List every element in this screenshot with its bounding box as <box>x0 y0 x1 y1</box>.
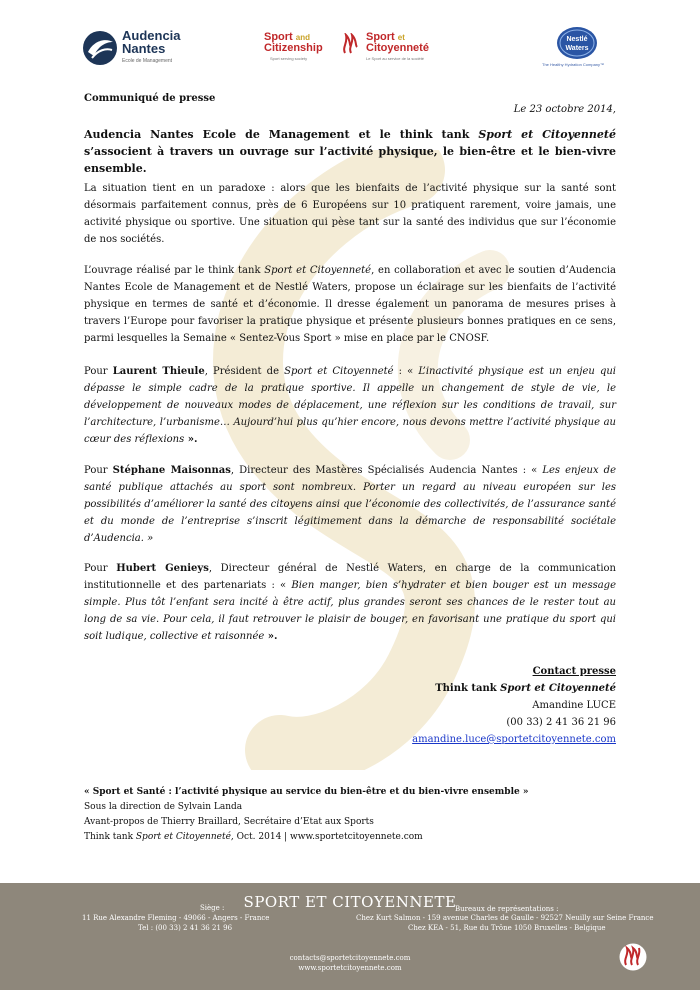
footer-rep-office-paris: Chez Kurt Salmon - 159 avenue Charles de Gaulle - 92527 Neuilly sur Seine France <box>356 914 654 922</box>
headline-org: Sport et Citoyenneté <box>478 128 616 141</box>
p5-name: Hubert Genieys <box>116 563 209 574</box>
audencia-name-line1: Audencia <box>122 28 181 43</box>
sc-fr-line1: Sport <box>366 31 395 43</box>
p3-role: , Président de <box>204 366 285 377</box>
audencia-tagline: Ecole de Management <box>122 58 173 64</box>
footer-contact <box>0 953 700 973</box>
book-pub-prefix: Think tank <box>84 832 136 842</box>
nestle-waters-badge-icon <box>556 26 598 60</box>
p5-quote: Bien manger, bien s’hydrater et bien bouger est un message simple. Plus tôt l’enfant sera incité à être actif, plus grandes seront ses chances de le rester tout au long de sa vie. Pour cela, il faut retrouver le plaisir de bouger, en favorisant une pratique du sport qui soit ludique, collective et raisonnée <box>84 580 616 642</box>
footer-website[interactable]: www.sportetcitoyennete.com <box>298 964 402 972</box>
contact-org-name: Sport et Citoyenneté <box>500 683 616 694</box>
p4-role: , Directeur des Mastères Spécialisés Audencia Nantes : « <box>230 465 543 476</box>
paragraph-quote-maisonnas <box>84 462 616 547</box>
audencia-logo <box>82 28 212 70</box>
p2-part-c: , en collaboration et avec le soutien d’Audencia Nantes Ecole de Management et de Nestlé Waters, propose un éclairage sur les bienfaits de l’activité physique en termes de santé et d’économie. Il dresse également un panorama de mesures prises à travers l’Europe pour favoriser la pratique physique et présente plusieurs bonnes pratiques en ce sens, parmi lesquelles la Semaine « Sentez-Vous Sport » mise en place par le CNOSF. <box>84 265 616 344</box>
sport-citizenship-wordmark <box>264 32 323 53</box>
paragraph-intro: La situation tient en un paradoxe : alors que les bienfaits de l’activité physique sur la santé sont désormais parfaitement connus, près de 6 Européens sur 10 pratiquent rarement, voire jamais, une activité physique ou sportive. Une situation qui pèse tant sur la santé des individus que sur l’économie de nos sociétés. <box>84 183 616 245</box>
nestle-brand: Nestlé <box>566 36 588 43</box>
footer-org-name: SPORT ET CITOYENNETE <box>243 893 457 911</box>
headline-part-c: s’associent à travers un ouvrage sur l’activité physique, le bien-être et le bien-vivre ensemble. <box>84 145 616 175</box>
sc-fr-joiner: et <box>397 33 405 42</box>
headline-part-a: Audencia Nantes Ecole de Management et le think tank <box>84 128 479 141</box>
book-publication <box>84 830 528 845</box>
sc-en-line2: Citizenship <box>264 42 323 54</box>
footer-rep-label: Bureaux de représentations : <box>455 905 559 913</box>
sc-tag-en: Sport serving society <box>270 56 308 61</box>
book-foreword: Avant-propos de Thierry Braillard, Secrétaire d’Etat aux Sports <box>84 817 374 827</box>
p3-close: ». <box>184 434 198 445</box>
p5-pre: Pour <box>84 563 117 574</box>
p2-part-a: L’ouvrage réalisé par le think tank <box>84 265 265 276</box>
nestle-tagline: The Healthy Hydration Company™ <box>542 62 605 67</box>
contact-email-link[interactable]: amandine.luce@sportetcitoyennete.com <box>412 734 616 745</box>
sport-citizenship-logo <box>262 32 438 68</box>
footer-flame-emblem-icon <box>619 943 647 971</box>
sc-tag-fr: Le Sport au service de la société <box>366 56 425 61</box>
p3-org: Sport et Citoyenneté <box>284 366 394 377</box>
contact-org <box>412 680 616 697</box>
book-pub-name: Sport et Citoyenneté <box>135 832 231 842</box>
p4-pre: Pour <box>84 465 113 476</box>
p3-quote: L’inactivité physique est un enjeu qui dépasse le simple cadre de la pratique sportive. Il appelle un changement de style de vie, le développement de nouveaux modes de déplacement, une réflexion sur les conditions de travail, sur l’architecture, l’urbanisme… Aujourd’hui plus qu’hier encore, nous devons mettre l’activité physique au cœur des réflexions <box>84 366 616 445</box>
paragraph-book <box>84 262 616 347</box>
nestle-sub: Waters <box>565 45 589 52</box>
footer-rep-office-brussels: Chez KEA - 51, Rue du Trône 1050 Bruxelles - Belgique <box>408 924 606 932</box>
contact-phone: (00 33) 2 41 36 21 96 <box>506 717 616 728</box>
footer-seat-label: Siège : <box>200 904 225 912</box>
footer-seat-tel: Tel : (00 33) 2 41 36 21 96 <box>138 924 233 932</box>
book-pub-suffix: , Oct. 2014 | www.sportetcitoyennete.com <box>230 832 423 842</box>
nestle-waters-logo <box>542 24 620 74</box>
book-direction: Sous la direction de Sylvain Landa <box>84 802 243 812</box>
audencia-emblem-icon <box>82 30 118 66</box>
contact-org-prefix: Think tank <box>435 683 501 694</box>
p2-org: Sport et Citoyenneté <box>264 265 372 276</box>
audencia-name-line2: Nantes <box>122 41 166 56</box>
document-label: Communiqué de presse <box>84 93 216 104</box>
document-date: Le 23 octobre 2014, <box>513 104 616 115</box>
p3-name: Laurent Thieule <box>112 366 205 377</box>
sport-et-citoyennete-wordmark <box>366 32 429 53</box>
sc-en-line1: Sport <box>264 31 293 43</box>
book-reference <box>84 785 528 845</box>
paragraph-quote-thieule <box>84 363 616 448</box>
sc-en-joiner: and <box>295 33 311 42</box>
p5-close: ». <box>264 631 278 642</box>
audencia-name <box>122 29 181 55</box>
headline <box>84 126 616 177</box>
p3-colon: : « <box>393 366 419 377</box>
contact-title: Contact presse <box>532 666 616 677</box>
book-title: « Sport et Santé : l’activité physique au service du bien-être et du bien-vivre ensemble » <box>84 787 529 797</box>
contact-name: Amandine LUCE <box>532 700 616 711</box>
flame-emblem-icon <box>342 33 360 55</box>
footer <box>0 883 700 990</box>
footer-seat-address: 11 Rue Alexandre Fleming - 49066 - Angers - France <box>82 914 270 922</box>
p3-pre: Pour <box>84 366 113 377</box>
press-contact <box>412 663 616 748</box>
p4-name: Stéphane Maisonnas <box>112 465 231 476</box>
footer-email[interactable]: contacts@sportetcitoyennete.com <box>289 954 411 962</box>
paragraph-quote-genieys <box>84 560 616 645</box>
sc-fr-line2: Citoyenneté <box>366 42 429 54</box>
p5-role: , Directeur général de Nestlé Waters, en charge de la communication institutionnelle et des partenariats : « <box>84 563 616 591</box>
p4-quote: Les enjeux de santé publique attachés au sport sont nombreux. Porter un regard au niveau européen sur les possibilités d’améliorer la santé des citoyens ainsi que l’économie des collectivités, de l’assurance santé et du monde de l’entreprise s’inscrit légitimement dans la démarche de responsabilité sociétale d’Audencia. » <box>84 465 616 544</box>
